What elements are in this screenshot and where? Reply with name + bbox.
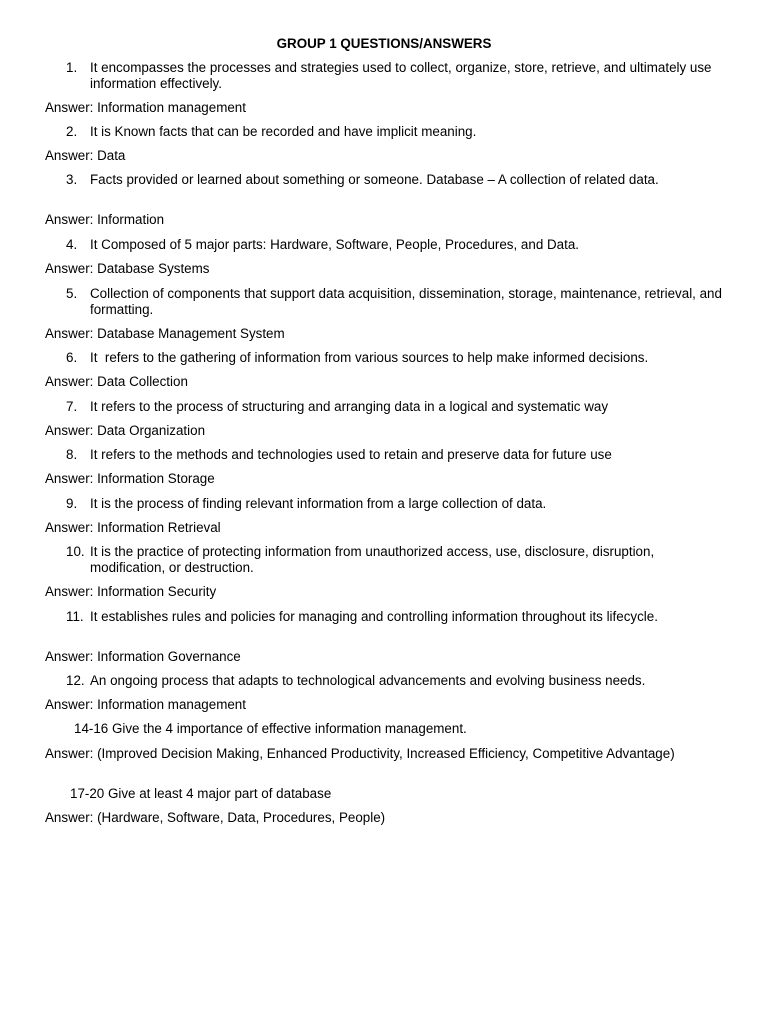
question-number: 12. [66,673,85,688]
question-text: It is Known facts that can be recorded and have implicit meaning. [90,124,477,139]
answer-text: Answer: Information management [45,697,246,712]
question-text: It refers to the methods and technologies used to retain and preserve data for future use [90,447,612,462]
question-text: An ongoing process that adapts to technological advancements and evolving business needs. [90,673,646,688]
answer-text: Answer: Information Security [45,584,217,599]
question-number: 6. [66,350,78,365]
answer-text: Answer: (Improved Decision Making, Enhanced Productivity, Increased Efficiency, Competitive Advantage) [45,746,675,761]
answer-text: Answer: Database Systems [45,261,210,276]
question-item [66,447,726,463]
question-number: 3. [66,172,78,187]
question-item [66,124,726,140]
question-item [66,237,726,253]
answer-text: Answer: (Hardware, Software, Data, Procedures, People) [45,810,386,825]
answer-text: Answer: Data Organization [45,423,206,438]
question-text: It refers to the process of structuring and arranging data in a logical and systematic way [90,399,609,414]
question-number: 9. [66,496,78,511]
question-number: 8. [66,447,78,462]
answer-text: Answer: Information Governance [45,649,241,664]
answer-text: Answer: Information [45,212,165,227]
question-number: 2. [66,124,78,139]
question-text: It is the practice of protecting information from unauthorized access, use, disclosure, disruption, modification, or destruction. [90,544,655,575]
question-number: 11. [66,609,84,624]
question-text: 17-20 Give at least 4 major part of database [70,786,332,801]
answer-text: Answer: Information management [45,100,246,115]
question-item [66,544,726,576]
question-number: 5. [66,286,78,301]
question-text: 14-16 Give the 4 importance of effective information management. [74,721,467,736]
question-text: It refers to the gathering of information from various sources to help make informed decisions. [90,350,649,365]
answer-text: Answer: Information Retrieval [45,520,221,535]
question-item [66,350,736,366]
question-item [66,609,726,625]
question-number: 7. [66,399,78,414]
question-number: 4. [66,237,78,252]
question-item [66,172,726,188]
question-text: It is the process of finding relevant information from a large collection of data. [90,496,547,511]
question-number: 1. [66,60,78,75]
answer-text: Answer: Information Storage [45,471,215,486]
question-item [66,496,726,512]
question-text: It encompasses the processes and strategies used to collect, organize, store, retrieve, and ultimately use information effectively. [90,60,712,91]
question-text: Collection of components that support data acquisition, dissemination, storage, maintenance, retrieval, and formatting. [90,286,722,317]
page-title: GROUP 1 QUESTIONS/ANSWERS [276,36,492,51]
question-text: It Composed of 5 major parts: Hardware, Software, People, Procedures, and Data. [90,237,580,252]
answer-text: Answer: Data [45,148,126,163]
question-text: It establishes rules and policies for managing and controlling information throughout its lifecycle. [90,609,658,624]
question-number: 10. [66,544,85,559]
question-text: Facts provided or learned about something or someone. Database – A collection of related data. [90,172,659,187]
question-item [66,399,726,415]
question-item [66,673,736,689]
answer-text: Answer: Database Management System [45,326,285,341]
answer-text: Answer: Data Collection [45,374,188,389]
question-item [66,286,726,318]
question-item [66,60,726,92]
